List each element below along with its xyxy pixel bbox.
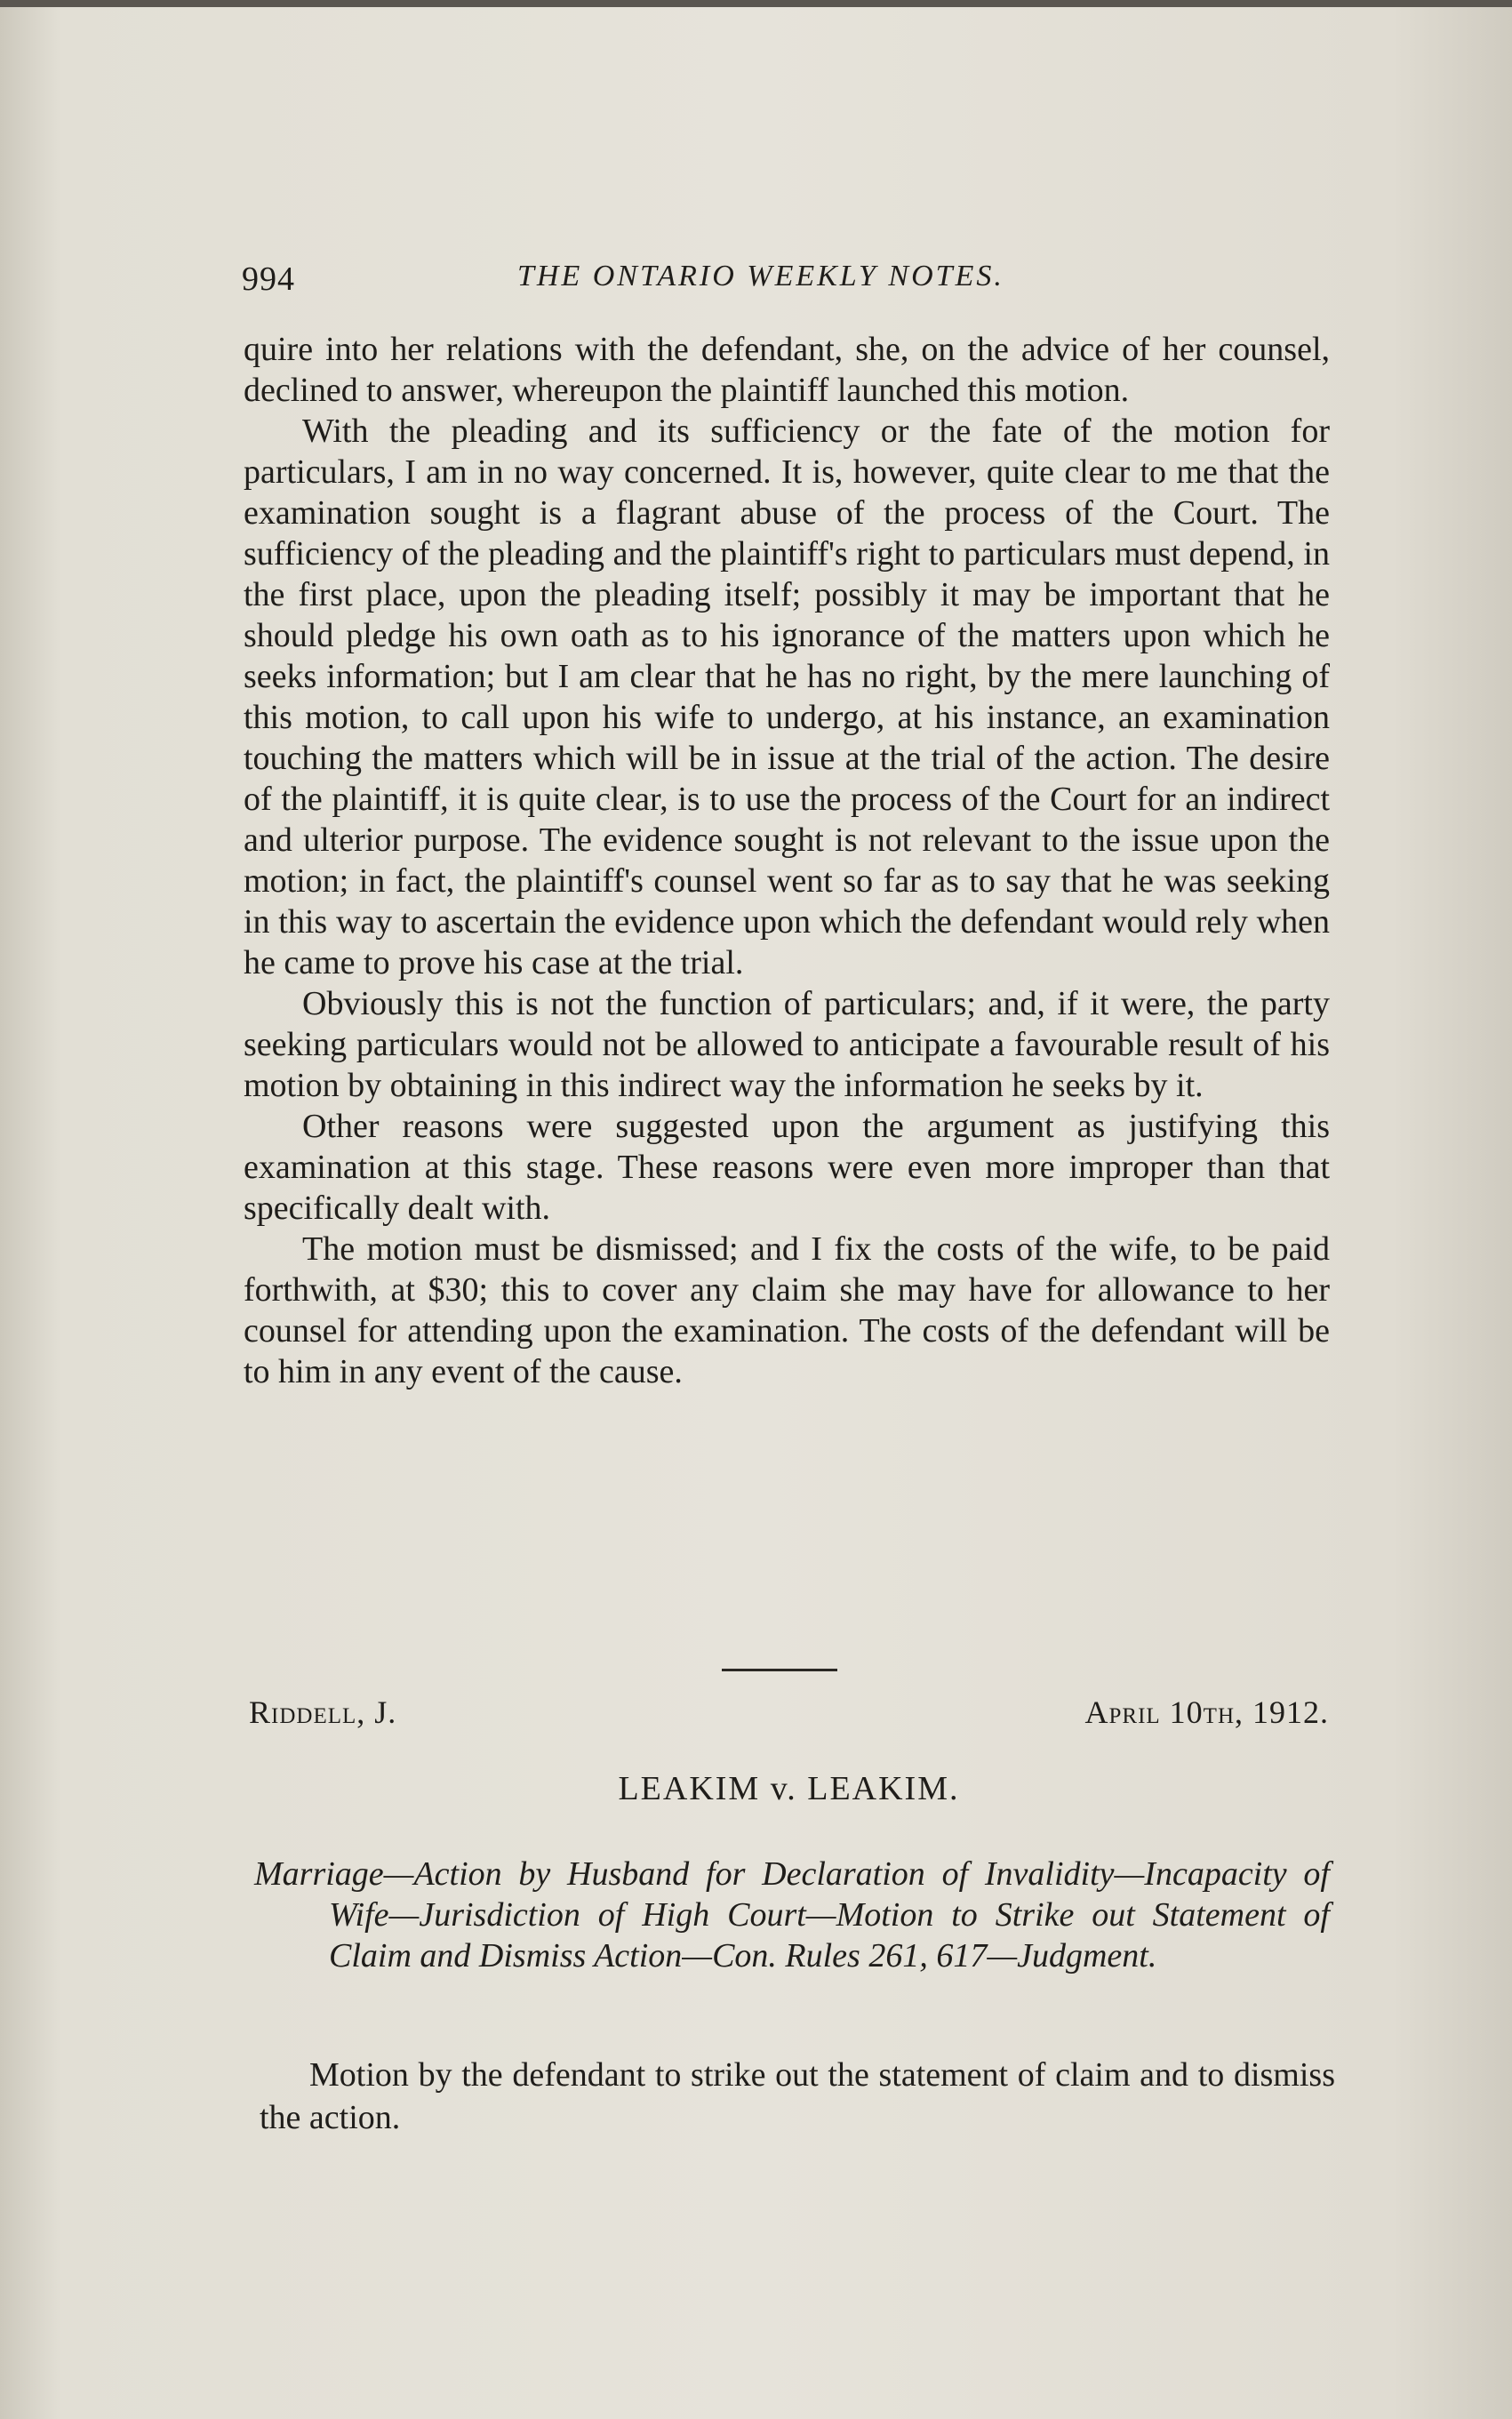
case-title: LEAKIM v. LEAKIM.	[618, 1770, 960, 1807]
running-title: THE ONTARIO WEEKLY NOTES.	[517, 260, 1004, 292]
motion-paragraph: Motion by the defendant to strike out the statement of claim and to dismiss the action.	[260, 2056, 1335, 2136]
judgment-date: April 10th, 1912.	[1084, 1694, 1329, 1730]
judge-name: Riddell, J.	[249, 1694, 397, 1730]
case-headnote: Marriage—Action by Husband for Declaration of Invalidity—Incapacity of Wife—Jurisdiction of High Court—Motion to Strike out Statement of Claim and Dismiss Action—Con. Rules 261, 617—Judgment.	[254, 1855, 1330, 1974]
paragraph: quire into her relations with the defendant, she, on the advice of her counsel, declined to answer, whereupon the plaintiff launched this motion.	[244, 331, 1330, 409]
paragraph: The motion must be dismissed; and I fix the costs of the wife, to be paid forthwith, at $30; this to cover any claim she may have for allowance to her counsel for attending upon the examination. The costs of the defendant will be to him in any event of the cause.	[244, 1230, 1330, 1390]
paragraph: Obviously this is not the function of particulars; and, if it were, the party seeking particulars would not be allowed to anticipate a favourable result of his motion by obtaining in this indirect way the information he seeks by it.	[244, 985, 1330, 1104]
page-header	[242, 260, 1335, 304]
paragraph: Other reasons were suggested upon the argument as justifying this examination at this stage. These reasons were even more improper than that specifically dealt with.	[244, 1108, 1330, 1227]
page-top-edge	[0, 0, 1512, 7]
page-number: 994	[242, 260, 295, 298]
section-divider	[722, 1669, 837, 1671]
paragraph: With the pleading and its sufficiency or the fate of the motion for particulars, I am in no way concerned. It is, however, quite clear to me that the examination sought is a flagrant abuse of the process of the Court. The sufficiency of the pleading and the plaintiff's right to particulars must depend, in the first place, upon the pleading itself; possibly it may be important that he should pledge his own oath as to his ignorance of the matters upon which he seeks information; but I am clear that he has no right, by the mere launching of this motion, to call upon his wife to undergo, at his instance, an examination touching the matters which will be in issue at the trial of the action. The desire of the plaintiff, it is quite clear, is to use the process of the Court for an indirect and ulterior purpose. The evidence sought is not relevant to the issue upon the motion; in fact, the plaintiff's counsel went so far as to say that he was seeking in this way to ascertain the evidence upon which the defendant would rely when he came to prove his case at the trial.	[244, 413, 1330, 981]
case-byline	[249, 1694, 1329, 1738]
judgment-body	[244, 329, 1330, 1392]
